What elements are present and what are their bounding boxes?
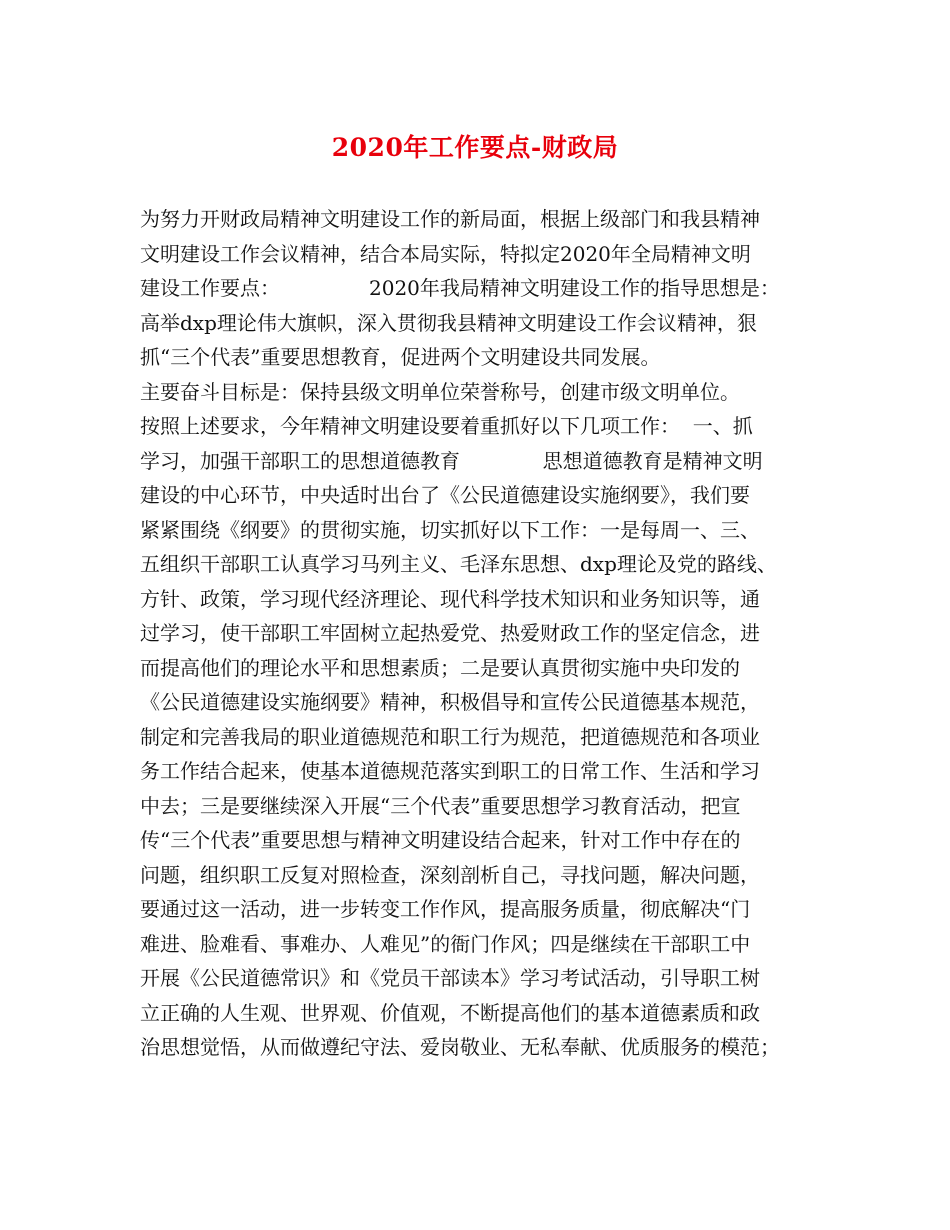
body-line: 建设的中心环节，中央适时出台了《公民道德建设实施纲要》，我们要: [140, 483, 750, 507]
body-line: 要通过这一活动，进一步转变工作作风，提高服务质量，彻底解决“门: [140, 897, 751, 921]
body-line: 问题，组织职工反复对照检查，深刻剖析自己，寻找问题，解决问题，: [140, 862, 760, 887]
body-line: 制定和完善我局的职业道德规范和职工行为规范，把道德规范和各项业: [140, 724, 760, 749]
body-line: 治思想觉悟，从而做遵纪守法、爱岗敬业、无私奉献、优质服务的模范；: [140, 1035, 780, 1059]
body-line: 方针、政策，学习现代经济理论、现代科学技术知识和业务知识等，通: [140, 586, 760, 611]
body-line: 高举dxp理论伟大旗帜，深入贯彻我县精神文明建设工作会议精神，狠: [140, 310, 757, 335]
body-line: 为努力开财政局精神文明建设工作的新局面，根据上级部门和我县精神: [140, 207, 760, 231]
body-line: 文明建设工作会议精神，结合本局实际，特拟定2020年全局精神文明: [140, 241, 751, 266]
body-line: 立正确的人生观、世界观、价值观，不断提高他们的基本道德素质和政: [140, 1000, 760, 1025]
body-line: 过学习，使干部职工牢固树立起热爱党、热爱财政工作的坚定信念，进: [140, 621, 760, 645]
body-line: 抓“三个代表”重要思想教育，促进两个文明建设共同发展。: [140, 345, 661, 369]
document-title: 2020年工作要点-财政局: [331, 133, 619, 162]
body-line: 传“三个代表”重要思想与精神文明建设结合起来，针对工作中存在的: [140, 828, 741, 852]
body-line: 五组织干部职工认真学习马列主义、毛泽东思想、dxp理论及党的路线、: [140, 552, 777, 576]
body-line: 务工作结合起来，使基本道德规范落实到职工的日常工作、生活和学习: [140, 759, 760, 783]
body-line: 而提高他们的理论水平和思想素质；二是要认真贯彻实施中央印发的: [140, 655, 740, 680]
body-line: 中去；三是要继续深入开展“三个代表”重要思想学习教育活动，把宣: [140, 793, 741, 818]
body-line: 学习，加强干部职工的思想道德教育 思想道德教育是精神文明: [140, 448, 763, 473]
document-body: [140, 202, 830, 1065]
body-line: 紧紧围绕《纲要》的贯彻实施，切实抓好以下工作：一是每周一、三、: [140, 517, 760, 542]
body-line: 建设工作要点： 2020年我局精神文明建设工作的指导思想是：: [140, 276, 780, 300]
body-line: 按照上述要求，今年精神文明建设要着重抓好以下几项工作： 一、抓: [140, 414, 753, 438]
body-line: 难进、脸难看、事难办、人难见”的衙门作风；四是继续在干部职工中: [140, 931, 751, 956]
body-line: 开展《公民道德常识》和《党员干部读本》学习考试活动，引导职工树: [140, 966, 760, 990]
body-line: 《公民道德建设实施纲要》精神，积极倡导和宣传公民道德基本规范，: [140, 690, 760, 714]
body-line: 主要奋斗目标是：保持县级文明单位荣誉称号，创建市级文明单位。: [140, 379, 740, 404]
